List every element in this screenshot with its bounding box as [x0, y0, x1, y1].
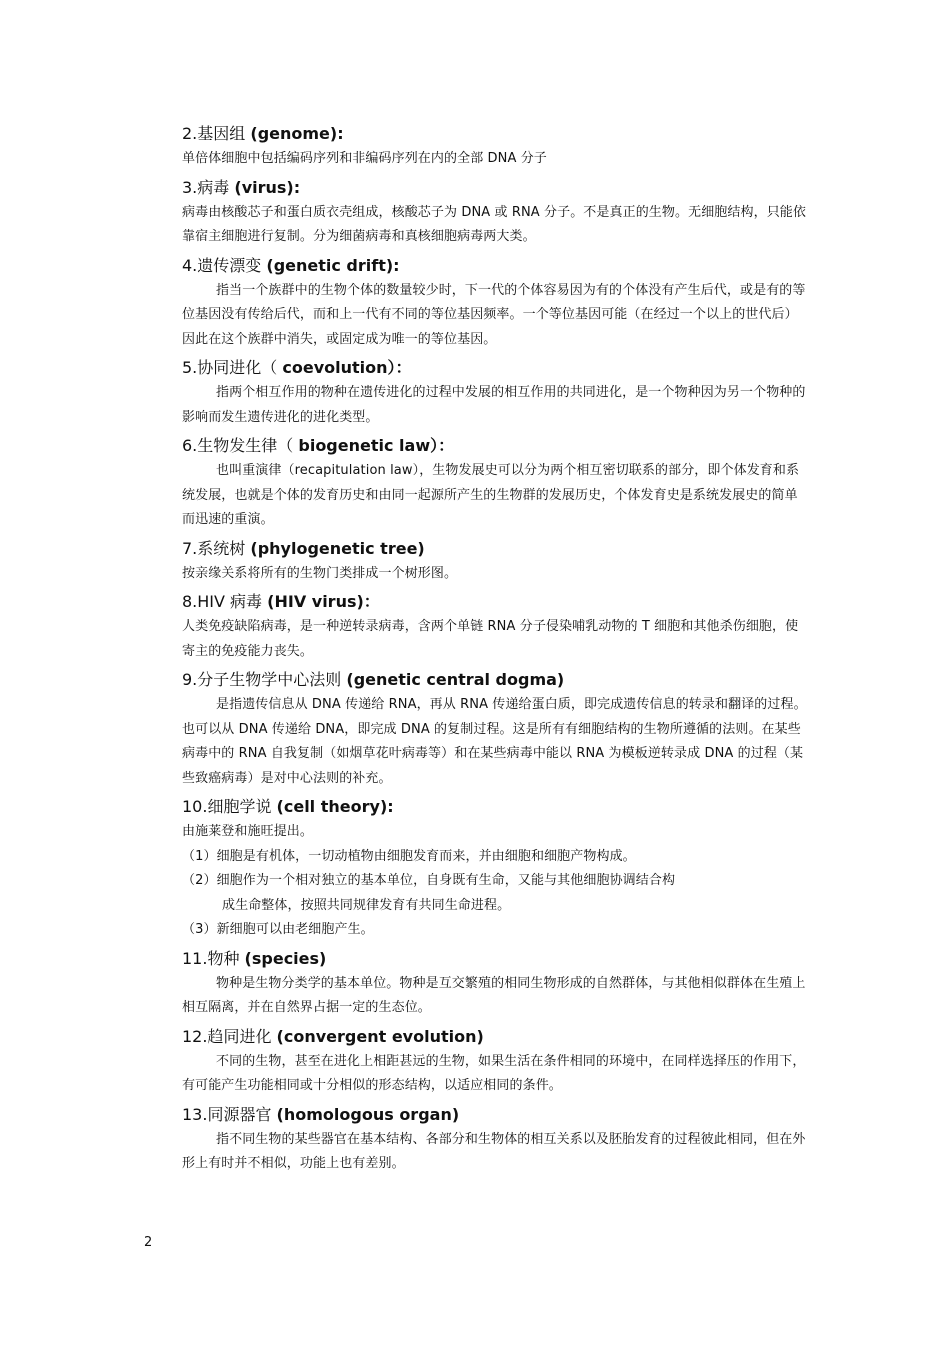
definition-paragraph [182, 693, 807, 791]
glossary-term [182, 794, 807, 943]
term-heading [182, 1102, 807, 1128]
definition-paragraph [182, 1128, 807, 1177]
definition-paragraph [182, 869, 807, 918]
paragraph-text: 不同的生物，甚至在进化上相距甚远的生物，如果生活在条件相同的环境中，在同样选择压的作用下，有可能产生功能相同或十分相似的形态结构，以适应相同的条件。 [182, 1053, 806, 1093]
term-chinese-name: 11.物种 [182, 948, 240, 968]
page-number: 2 [144, 1235, 153, 1250]
term-heading [182, 433, 807, 459]
term-definition [182, 381, 807, 430]
paragraph-text: 由施莱登和施旺提出。 [182, 824, 314, 839]
glossary-term [182, 1024, 807, 1099]
term-heading [182, 667, 807, 693]
paragraph-text: 指当一个族群中的生物个体的数量较少时，下一代的个体容易因为有的个体没有产生后代，或是有的等位基因没有传给后代，而和上一代有不同的等位基因频率。一个等位基因可能（在经过一个以上的世代后）因此在这个族群中消失，或固定成为唯一的等位基因。 [182, 282, 806, 347]
glossary-term [182, 121, 807, 172]
term-heading [182, 1024, 807, 1050]
term-definition [182, 693, 807, 791]
term-definition [182, 972, 807, 1021]
term-heading [182, 536, 807, 562]
term-definition [182, 1050, 807, 1099]
term-chinese-name: 6.生物发生律（ [182, 436, 294, 455]
definition-paragraph [182, 972, 807, 1021]
definition-paragraph [182, 147, 807, 172]
definition-paragraph [182, 459, 807, 533]
term-definition [182, 201, 807, 250]
paragraph-text: 指不同生物的某些器官在基本结构、各部分和生物体的相互关系以及胚胎发育的过程彼此相同，但在外形上有时并不相似，功能上也有差别。 [182, 1131, 806, 1171]
glossary-term [182, 536, 807, 587]
term-definition [182, 615, 807, 664]
term-chinese-name: 2.基因组 [182, 124, 246, 143]
term-chinese-name: 5.协同进化（ [182, 358, 278, 377]
paragraph-text: 物种是生物分类学的基本单位。物种是互交繁殖的相同生物形成的自然群体，与其他相似群体在生殖上相互隔离，并在自然界占据一定的生态位。 [182, 975, 806, 1015]
glossary-term [182, 175, 807, 250]
term-english-name: (phylogenetic tree) [250, 538, 425, 558]
term-definition [182, 820, 807, 943]
paragraph-continuation: 成生命整体，按照共同规律发育有共同生命进程。 [222, 897, 511, 913]
glossary-term [182, 253, 807, 353]
term-definition [182, 147, 807, 172]
definition-paragraph [182, 562, 807, 587]
term-heading [182, 253, 807, 279]
paragraph-text: 指两个相互作用的物种在遗传进化的过程中发展的相互作用的共同进化，是一个物种因为另一个物种的影响而发生遗传进化的进化类型。 [182, 385, 806, 425]
paragraph-text: 按亲缘关系将所有的生物门类排成一个树形图。 [182, 565, 458, 581]
term-english-name: (genome): [250, 124, 344, 143]
term-chinese-name: 13.同源器官 [182, 1104, 272, 1124]
term-english-name: (species) [244, 948, 327, 968]
definition-paragraph [182, 820, 807, 845]
term-chinese-name: 4.遗传漂变 [182, 255, 262, 275]
term-english-name: (virus): [234, 177, 301, 197]
term-heading [182, 589, 807, 615]
glossary-term [182, 1102, 807, 1177]
term-definition [182, 562, 807, 587]
paragraph-text: 单倍体细胞中包括编码序列和非编码序列在内的全部 DNA 分子 [182, 151, 547, 166]
glossary-term [182, 589, 807, 664]
term-english-name: biogenetic law）： [298, 436, 455, 455]
term-english-name: (convergent evolution) [276, 1026, 484, 1046]
paragraph-text: （2）细胞作为一个相对独立的基本单位，自身既有生命，又能与其他细胞协调结合构 [182, 873, 676, 888]
definition-paragraph [182, 615, 807, 664]
term-chinese-name: 10.细胞学说 [182, 797, 272, 816]
term-heading [182, 794, 807, 820]
paragraph-text: 病毒由核酸芯子和蛋白质衣壳组成，核酸芯子为 DNA 或 RNA 分子。不是真正的生物。无细胞结构，只能依靠宿主细胞进行复制。分为细菌病毒和真核细胞病毒两大类。 [182, 204, 807, 244]
paragraph-text: （1）细胞是有机体，一切动植物由细胞发育而来，并由细胞和细胞产物构成。 [182, 848, 636, 864]
definition-paragraph [182, 918, 807, 943]
term-chinese-name: 8.HIV 病毒 [182, 592, 263, 611]
paragraph-text: （3）新细胞可以由老细胞产生。 [182, 922, 374, 937]
definition-paragraph [182, 201, 807, 250]
term-english-name: (HIV virus)： [267, 592, 380, 611]
definition-paragraph [182, 381, 807, 430]
glossary-term [182, 667, 807, 791]
term-heading [182, 946, 807, 972]
paragraph-text: 人类免疫缺陷病毒，是一种逆转录病毒，含两个单链 RNA 分子侵染哺乳动物的 T 细胞和其他杀伤细胞，使寄主的免疫能力丧失。 [182, 619, 799, 659]
term-definition [182, 459, 807, 533]
term-chinese-name: 9.分子生物学中心法则 [182, 670, 342, 689]
term-english-name: (homologous organ) [276, 1104, 460, 1124]
paragraph-text: 也叫重演律（recapitulation law），生物发展史可以分为两个相互密切联系的部分，即个体发育和系统发展，也就是个体的发育历史和由同一起源所产生的生物群的发展历史，个体发育史是系统发展史的简单而迅速的重演。 [182, 463, 800, 527]
term-english-name: (genetic central dogma) [346, 670, 565, 689]
term-heading [182, 355, 807, 381]
term-chinese-name: 3.病毒 [182, 177, 230, 197]
term-english-name: (genetic drift): [266, 255, 400, 275]
glossary-term [182, 946, 807, 1021]
term-english-name: coevolution）： [282, 358, 412, 377]
term-heading [182, 121, 807, 147]
definition-paragraph [182, 845, 807, 870]
glossary-term [182, 355, 807, 430]
term-chinese-name: 12.趋同进化 [182, 1026, 272, 1046]
term-english-name: (cell theory): [276, 797, 394, 816]
term-chinese-name: 7.系统树 [182, 538, 246, 558]
glossary-content [182, 118, 807, 1177]
paragraph-text: 是指遗传信息从 DNA 传递给 RNA，再从 RNA 传递给蛋白质，即完成遗传信息的转录和翻译的过程。也可以从 DNA 传递给 DNA，即完成 DNA 的复制过程。这是所有有细胞结构的生物所遵循的法则。在某些病毒中的 RNA 自我复制（如烟草花叶病毒等）和在某些病毒中能以 RNA 为模板逆转录成 DNA 的过程（某些致癌病毒）是对中心法则的补充。 [182, 697, 807, 786]
glossary-term [182, 433, 807, 533]
definition-paragraph [182, 279, 807, 353]
term-definition [182, 279, 807, 353]
term-definition [182, 1128, 807, 1177]
term-heading [182, 175, 807, 201]
definition-paragraph [182, 1050, 807, 1099]
